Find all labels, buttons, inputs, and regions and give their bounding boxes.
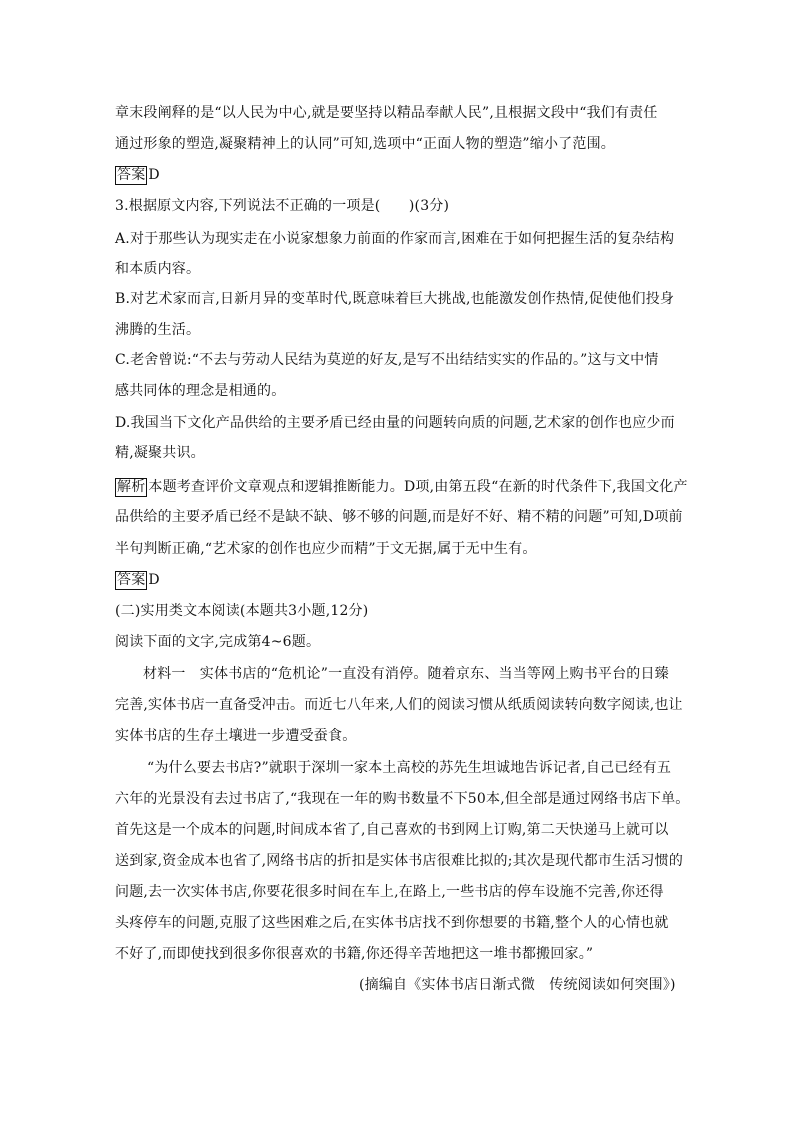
analysis-label: 解析 [117, 479, 146, 495]
option-a-line-2: 和本质内容。 [115, 261, 201, 277]
material-1-line-7: 送到家,资金成本也省了,网络书店的折扣是实体书店很难比拟的;其次是现代都市生活习惯的 [115, 853, 684, 869]
source-citation: (摘编自《实体书店日渐式微 传统阅读如何突围》) [359, 977, 676, 993]
option-c-line-2: 感共同体的理念是相通的。 [115, 383, 286, 399]
option-c-line-1: C.老舍曾说:“不去与劳动人民结为莫逆的好友,是写不出结结实实的作品的。”这与文中情 [115, 352, 659, 368]
text-line-1: 章末段阐释的是“以人民为中心,就是要坚持以精品奉献人民”,且根据文段中“我们有责任 [115, 105, 658, 121]
option-a-line-1: A.对于那些认为现实走在小说家想象力前面的作家而言,困难在于如何把握生活的复杂结构 [115, 231, 675, 247]
analysis-text: 本题考查评价文章观点和逻辑推断能力。D项,由第五段“在新的时代条件下,我国文化产 [148, 479, 688, 495]
answer-value: D [148, 167, 160, 183]
material-1-line-4: “为什么要去书店?”就职于深圳一家本土高校的苏先生坦诚地告诉记者,自己已经有五 [147, 760, 672, 776]
question-3: 3.根据原文内容,下列说法不正确的一项是( )(3分) [115, 198, 450, 214]
text-line-2: 通过形象的塑造,凝聚精神上的认同”可知,选项中“正面人物的塑造”缩小了范围。 [115, 136, 615, 152]
option-b-line-2: 沸腾的生活。 [115, 322, 201, 338]
analysis-line-1 [115, 477, 688, 497]
answer-label: 答案 [117, 167, 146, 183]
option-b-line-1: B.对艺术家而言,日新月异的变革时代,既意味着巨大挑战,也能激发创作热情,促使他们投身 [115, 291, 675, 307]
material-1-line-10: 不好了,而即使找到很多你很喜欢的书籍,你还得辛苦地把这一堆书都搬回家。” [115, 946, 594, 962]
instruction-line: 阅读下面的文字,完成第4~6题。 [115, 634, 321, 650]
answer-q2 [115, 165, 160, 185]
analysis-line-2: 品供给的主要矛盾已经不是缺不缺、够不够的问题,而是好不好、精不精的问题”可知,D项前 [115, 509, 683, 525]
material-1-line-6: 首先这是一个成本的问题,时间成本省了,自己喜欢的书到网上订购,第二天快递马上就可以 [115, 822, 669, 838]
section-heading: (二)实用类文本阅读(本题共3小题,12分) [115, 603, 369, 619]
material-1-line-2: 完善,实体书店一直备受冲击。而近七八年来,人们的阅读习惯从纸质阅读转向数字阅读,也让 [115, 697, 683, 713]
answer-value: D [148, 572, 160, 588]
material-1-line-1: 材料一 实体书店的“危机论”一直没有消停。随着京东、当当等网上购书平台的日臻 [143, 666, 669, 682]
material-1-line-9: 头疼停车的问题,克服了这些困难之后,在实体书店找不到你想要的书籍,整个人的心情也就 [115, 915, 669, 931]
material-1-line-8: 问题,去一次实体书店,你要花很多时间在车上,在路上,一些书店的停车设施不完善,你还得 [115, 884, 664, 900]
material-1-line-3: 实体书店的生存土壤进一步遭受蚕食。 [115, 728, 357, 744]
analysis-line-3: 半句判断正确,“艺术家的创作也应少而精”于文无据,属于无中生有。 [115, 541, 537, 557]
material-1-line-5: 六年的光景没有去过书店了,“我现在一年的购书数量不下50本,但全部是通过网络书店下单。 [115, 791, 690, 807]
answer-label: 答案 [117, 572, 146, 588]
answer-q3 [115, 570, 160, 590]
option-d-line-1: D.我国当下文化产品供给的主要矛盾已经由量的问题转向质的问题,艺术家的创作也应少而 [115, 415, 675, 431]
option-d-line-2: 精,凝聚共识。 [115, 445, 205, 461]
